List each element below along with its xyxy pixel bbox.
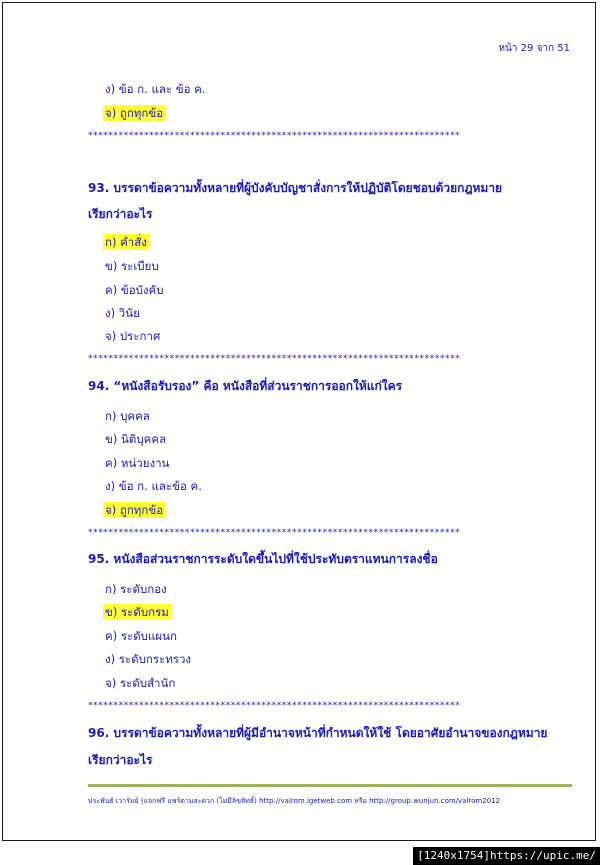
document-page bbox=[2, 2, 596, 841]
option-item: ง) วินัย bbox=[105, 306, 140, 320]
question-96-text: 96. บรรดาข้อความทั้งหลายที่ผู้มีอำนาจหน้าที่กำหนดให้ใช้ โดยอาศัยอำนาจของกฎหมาย bbox=[88, 726, 548, 740]
separator: ************************************************************************* bbox=[88, 131, 461, 141]
option-item: ง) ระดับกระทรวง bbox=[105, 652, 192, 666]
footer-divider bbox=[88, 784, 572, 787]
option-item: จ) ระดับสำนัก bbox=[105, 676, 176, 690]
footer-credit: ประพันธ์ เวารัมย์ (แจกฟรี แชร์ตามสะดวก (ไม่มีลิขสิทธิ์) http://valrom.igetweb.com หรือ http://group.wunjun.com/valrom2012 bbox=[88, 797, 501, 805]
option-item: ข) นิติบุคคล bbox=[105, 432, 167, 446]
option-item: ค) ระดับแผนก bbox=[105, 629, 177, 643]
question-93-text: 93. บรรดาข้อความทั้งหลายที่ผู้บังคับบัญชาสั่งการให้ปฏิบัติโดยชอบด้วยกฎหมาย bbox=[88, 181, 503, 195]
option-item-answer: ข) ระดับกรม bbox=[105, 605, 169, 619]
option-item: จ) ประกาศ bbox=[105, 329, 161, 343]
question-94-text: 94. “หนังสือรับรอง” คือ หนังสือที่ส่วนราชการออกให้แก่ใคร bbox=[88, 379, 403, 393]
image-host-bar bbox=[0, 843, 600, 865]
option-item: ง) ข้อ ก. และข้อ ค. bbox=[105, 479, 202, 493]
image-host-tag: [1240x1754]https://upic.me/ bbox=[413, 847, 600, 865]
question-95-text: 95. หนังสือส่วนราชการระดับใดขึ้นไปที่ใช้ประทับตราแทนการลงชื่อ bbox=[88, 552, 438, 566]
question-93-text-cont: เรียกว่าอะไร bbox=[88, 207, 153, 221]
question-96-text-cont: เรียกว่าอะไร bbox=[88, 753, 153, 767]
option-item: ก) ระดับกอง bbox=[105, 582, 167, 596]
separator: ************************************************************************* bbox=[88, 354, 461, 364]
page-number: หน้า 29 จาก 51 bbox=[498, 43, 570, 54]
option-item: ข) ระเบียบ bbox=[105, 259, 159, 273]
option-item: ค) หน่วยงาน bbox=[105, 456, 170, 470]
option-item: ก) บุคคล bbox=[105, 409, 150, 423]
option-item-answer: จ) ถูกทุกข้อ bbox=[105, 503, 164, 517]
option-item-answer: จ) ถูกทุกข้อ bbox=[105, 106, 164, 120]
option-item: ค) ข้อบังคับ bbox=[105, 283, 164, 297]
separator: ************************************************************************* bbox=[88, 701, 461, 711]
separator: ************************************************************************* bbox=[88, 528, 461, 538]
option-item-answer: ก) คำสั่ง bbox=[105, 235, 147, 249]
option-item: ง) ข้อ ก. และ ข้อ ค. bbox=[105, 82, 206, 96]
